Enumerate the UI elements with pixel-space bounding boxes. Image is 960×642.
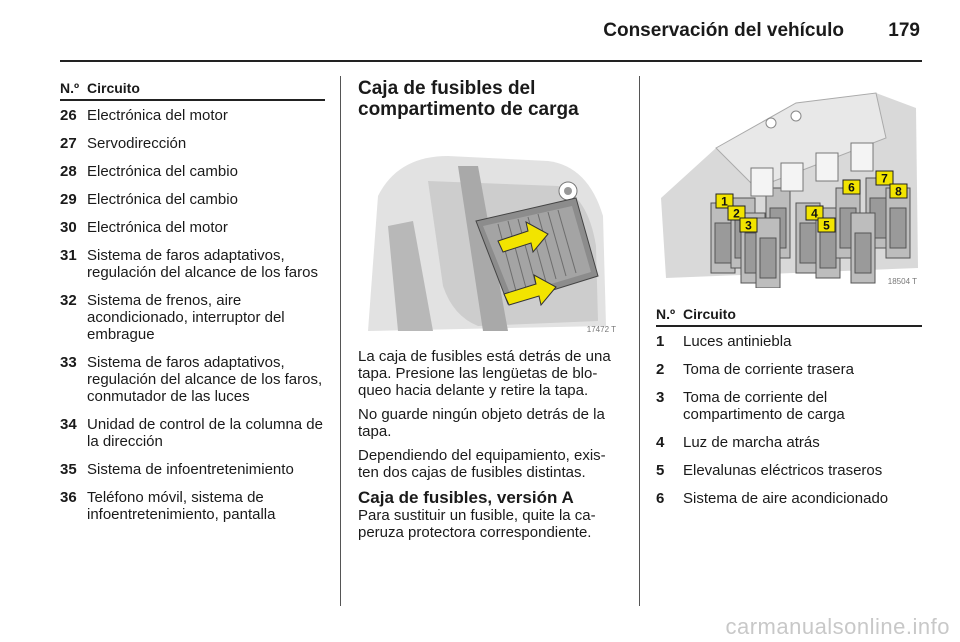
table-row [656, 333, 922, 350]
table-row [656, 490, 922, 507]
paragraph: No guarde ningún objeto detrás de la tapa. [358, 406, 605, 440]
fuse-number: 33 [60, 354, 77, 371]
circuit-name: Sistema de frenos, aire acondicionado, interruptor del embrague [87, 292, 285, 343]
fuse-label-3 [740, 218, 757, 233]
relay-block [781, 163, 803, 191]
fuse-number: 6 [656, 490, 665, 507]
table-row [60, 354, 325, 405]
column-circuit-header: Circuito [683, 306, 736, 322]
section-heading: Caja de fusibles del compartimento de carga [358, 78, 579, 120]
table-row [60, 461, 325, 478]
cargo-fusebox-illustration [358, 126, 620, 336]
table-header [656, 306, 922, 327]
fuse-label-8 [890, 184, 907, 199]
fuse-number: 35 [60, 461, 77, 478]
circuit-name: Elevalunas eléctricos traseros [683, 462, 883, 479]
page-number: 179 [888, 20, 920, 41]
table-row [60, 135, 325, 152]
table-row [60, 163, 325, 180]
fuse-label-5 [818, 218, 835, 233]
left-fuse-table [60, 80, 325, 534]
table-header [60, 80, 325, 101]
circuit-name: Sistema de faros adaptativos, regulación del alcance de los faros, conmutador de las luces [87, 354, 323, 405]
circuit-name: Servodirección [87, 135, 187, 152]
svg-text:4: 4 [811, 206, 818, 221]
circuit-name: Toma de corriente trasera [683, 361, 854, 378]
circuit-name: Sistema de infoentretenimiento [87, 461, 294, 478]
relay-block [816, 153, 838, 181]
fuse-number: 5 [656, 462, 665, 479]
fuse-number: 28 [60, 163, 77, 180]
cargo-compartment-drawing [358, 126, 620, 336]
right-fuse-table [656, 306, 922, 507]
column-circuit-header: Circuito [87, 80, 140, 96]
fuse-number: 34 [60, 416, 77, 433]
circuit-name: Toma de corriente del compartimento de carga [683, 389, 845, 423]
table-row [60, 489, 325, 523]
circuit-name: Luces antiniebla [683, 333, 792, 350]
fuse-number: 1 [656, 333, 665, 350]
svg-text:8: 8 [895, 184, 902, 199]
svg-text:2: 2 [733, 206, 740, 221]
fuse-number: 27 [60, 135, 77, 152]
paragraph: La caja de fusibles está detrás de una tapa. Presione las lengüetas de blo-queo hacia delante y retire la tapa. [358, 348, 611, 399]
table-row [60, 107, 325, 124]
svg-text:3: 3 [745, 218, 752, 233]
fuse-block [851, 213, 875, 283]
table-body [60, 107, 325, 523]
paragraph: Para sustituir un fusible, quite la ca-peruza protectora correspondiente. [358, 507, 596, 541]
circuit-name: Teléfono móvil, sistema de infoentretenimiento, pantalla [87, 489, 276, 523]
figure-code: 17472 T [586, 325, 616, 334]
fusebox-drawing [656, 78, 921, 288]
table-row [60, 292, 325, 343]
fuse-number: 4 [656, 434, 665, 451]
table-row [60, 219, 325, 236]
circuit-name: Electrónica del cambio [87, 191, 238, 208]
svg-text:5: 5 [823, 218, 830, 233]
fuse-number: 32 [60, 292, 77, 309]
table-row [656, 434, 922, 451]
fusebox-version-a-illustration [656, 78, 921, 288]
circuit-name: Unidad de control de la columna de la dirección [87, 416, 323, 450]
column-divider-right [639, 76, 640, 606]
fuse-number: 36 [60, 489, 77, 506]
svg-text:6: 6 [848, 180, 855, 195]
middle-paragraphs [358, 348, 622, 481]
circuit-name: Electrónica del motor [87, 219, 228, 236]
fuse-number: 3 [656, 389, 665, 406]
relay-block [751, 168, 773, 196]
fuse-number: 31 [60, 247, 77, 264]
column-divider-left [340, 76, 341, 606]
page-header [60, 0, 922, 62]
fuse-block [756, 218, 780, 288]
section-title: Conservación del vehículo [603, 20, 844, 41]
fuse-number: 30 [60, 219, 77, 236]
fuse-number: 29 [60, 191, 77, 208]
circuit-name: Luz de marcha atrás [683, 434, 820, 451]
svg-text:7: 7 [881, 171, 888, 186]
circuit-name: Sistema de aire acondicionado [683, 490, 889, 507]
watermark: carmanualsonline.info [725, 614, 950, 639]
table-row [60, 416, 325, 450]
fuse-label-7 [876, 171, 893, 186]
table-row [60, 247, 325, 281]
column-number-header: N.º [656, 306, 676, 322]
subsection-heading: Caja de fusibles, versión A [358, 488, 574, 507]
fuse-number: 26 [60, 107, 77, 124]
svg-text:1: 1 [721, 194, 728, 209]
circuit-name: Sistema de faros adaptativos, regulación del alcance de los faros [87, 247, 318, 281]
middle-column [358, 78, 622, 548]
fuse-number: 2 [656, 361, 665, 378]
figure-code: 18504 T [887, 277, 917, 286]
circuit-name: Electrónica del cambio [87, 163, 238, 180]
table-body [656, 333, 922, 507]
table-row [656, 389, 922, 423]
circuit-name: Electrónica del motor [87, 107, 228, 124]
right-column [656, 78, 922, 518]
relay-block [851, 143, 873, 171]
table-row [60, 191, 325, 208]
paragraph: Dependiendo del equipamiento, exis-ten dos cajas de fusibles distintas. [358, 447, 606, 481]
table-row [656, 462, 922, 479]
column-number-header: N.º [60, 80, 80, 96]
fuse-label-6 [843, 180, 860, 195]
table-row [656, 361, 922, 378]
